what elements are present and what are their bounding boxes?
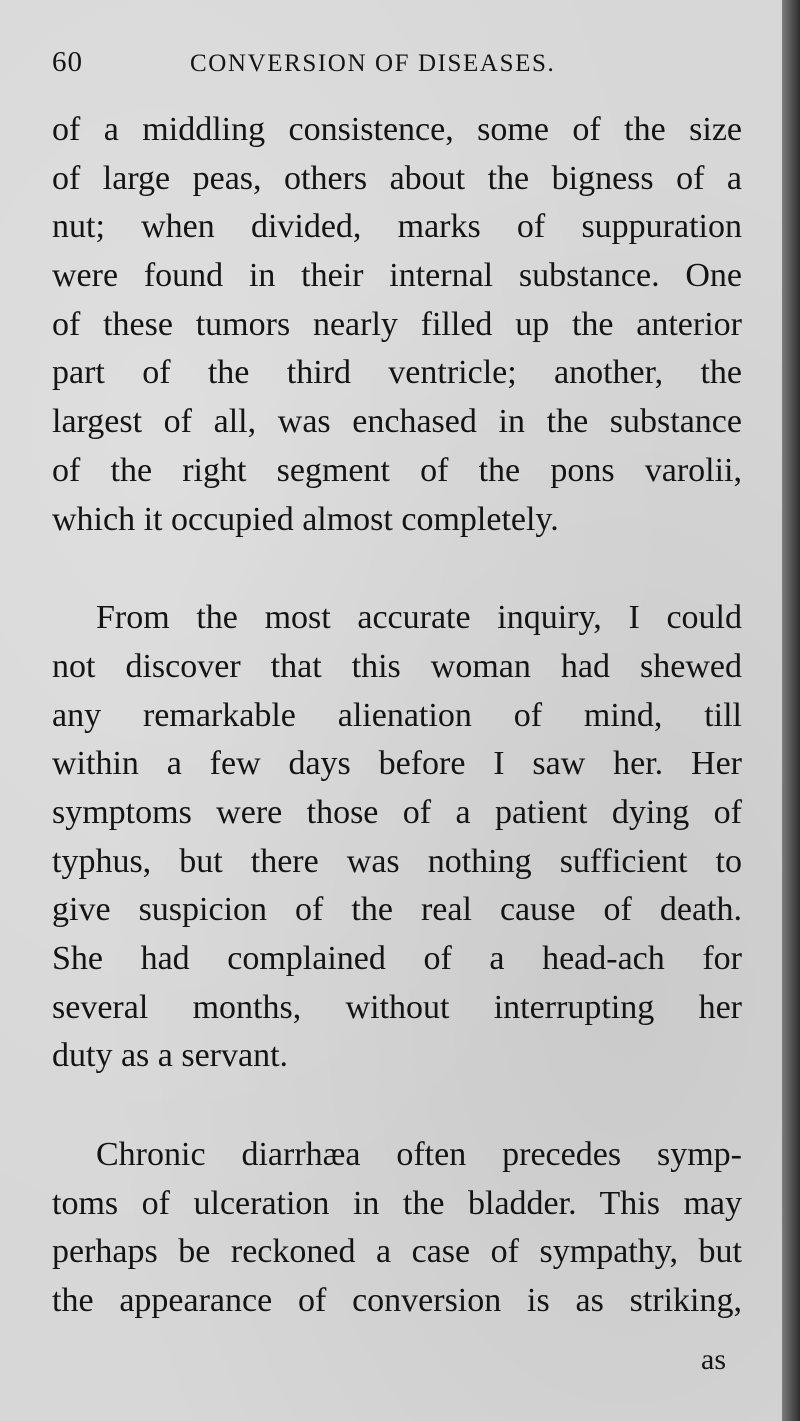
text-line: of the right segment of the pons varolii, [52,451,742,489]
text-line: any remarkable alienation of mind, till [52,696,742,734]
running-head: CONVERSION OF DISEASES. [190,50,556,77]
text-line: typhus, but there was nothing sufficient to [52,842,742,880]
text-line: duty as a servant. [52,1037,289,1075]
text-line: Chronic diarrhæa often precedes symp- [96,1136,742,1174]
text-line: toms of ulceration in the bladder. This may [52,1184,742,1222]
text-line: From the most accurate inquiry, I could [96,599,742,637]
text-line: of large peas, others about the bigness of a [52,159,742,197]
text-line: She had complained of a head-ach for [52,940,742,977]
text-line: of these tumors nearly filled up the anterior [52,305,742,343]
text-line: several months, without interrupting her [52,988,742,1026]
text-line: nut; when divided, marks of suppuration [52,208,742,246]
page-header [52,46,742,86]
body-text [52,106,742,1326]
text-line: within a few days before I saw her. Her [52,745,742,783]
page-number: 60 [52,46,83,78]
text-line: symptoms were those of a patient dying of [52,793,742,831]
text-line: not discover that this woman had shewed [52,647,742,685]
paragraph-gap [52,544,742,594]
text-line: of a middling consistence, some of the size [52,111,742,148]
text-line: part of the third ventricle; another, the [52,354,742,392]
page-edge-shadow [782,0,800,1421]
paragraph-gap [52,1081,742,1131]
text-line: give suspicion of the real cause of death. [52,891,742,929]
text-line: were found in their internal substance. One [52,257,742,295]
text-line: perhaps be reckoned a case of sympathy, but [52,1233,742,1271]
catchword: as [701,1343,726,1376]
text-line: the appearance of conversion is as striking, [52,1282,742,1320]
text-line: largest of all, was enchased in the substance [52,403,742,441]
text-line: which it occupied almost completely. [52,500,559,538]
